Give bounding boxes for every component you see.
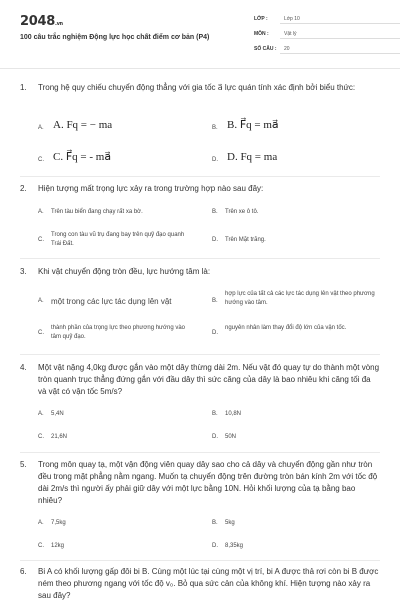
question-divider: [20, 354, 380, 355]
question-4: [20, 362, 380, 398]
option-text: Trên xe ô tô.: [225, 209, 259, 215]
option-letter: A.: [38, 411, 44, 417]
option-letter: D.: [212, 543, 218, 549]
question-number: 3.: [20, 267, 27, 276]
question-divider: [20, 258, 380, 259]
question-6: [20, 566, 380, 600]
question-number: 5.: [20, 460, 27, 469]
meta-class-label: LỚP :: [254, 16, 268, 22]
option-text: nguyên nhân làm thay đổi độ lớn của vận tốc.: [225, 325, 347, 331]
option-text: 7,5kg: [51, 520, 66, 526]
meta-count-label: SỐ CÂU :: [254, 46, 277, 52]
document-title: 100 câu trắc nghiệm Động lực học chất điểm cơ bản (P4): [20, 34, 210, 41]
option-letter: A.: [38, 209, 44, 215]
option-text: Trên Mặt trăng.: [225, 237, 266, 243]
option-text: 8,35kg: [225, 543, 244, 549]
meta-subject-value: Vật lý: [284, 31, 297, 37]
question-number: 4.: [20, 363, 27, 372]
option-text: C. F⃗q = - ma⃗: [53, 151, 112, 163]
option-letter: C.: [38, 330, 44, 336]
option-text: thành phần của trọng lực theo phương hướng vào tâm quỹ đạo.: [51, 325, 186, 340]
question-divider: [20, 176, 380, 177]
question-text: Khi vật chuyển động tròn đều, lực hướng tâm là:: [38, 267, 211, 276]
option-text: 5,4N: [51, 411, 64, 417]
option-text: Trên tàu biển đang chạy rất xa bờ.: [51, 209, 143, 215]
option-text: B. F⃗q = ma⃗: [227, 119, 279, 131]
option-letter: B.: [212, 209, 218, 215]
question-2: [20, 183, 380, 195]
question-number: 6.: [20, 567, 27, 576]
option-text: 12kg: [51, 543, 65, 549]
option-text: hợp lực của tất cả các lực tác dụng lên vật theo phương hướng vào tâm.: [225, 291, 375, 306]
meta-class-value: Lớp 10: [284, 16, 300, 22]
option-letter: A.: [38, 520, 44, 526]
question-text: Bi A có khối lượng gấp đôi bi B. Cùng một lúc tại cùng một vị trí, bi A được thả rơi còn bi B được ném theo phương ngang với tốc độ v₀. Bỏ qua sức cản của không khí. Hiện tượng nào xảy ra sau đây?: [38, 567, 379, 600]
question-number: 1.: [20, 83, 27, 92]
question-divider: [20, 452, 380, 453]
option-letter: D.: [212, 330, 218, 336]
meta-underline: [280, 53, 400, 54]
question-number: 2.: [20, 184, 27, 193]
option-text: 10,8N: [225, 411, 242, 417]
option-text: 50N: [225, 434, 237, 440]
option-text: Trong con tàu vũ trụ đang bay trên quỹ đạo quanh Trái Đất.: [51, 232, 185, 247]
option-letter: B.: [212, 298, 218, 304]
meta-count-value: 20: [284, 46, 290, 52]
option-text: A. Fq = − ma: [53, 119, 113, 131]
option-letter: D.: [212, 157, 218, 163]
option-letter: B.: [212, 411, 218, 417]
question-1: [20, 82, 380, 106]
site-logo[interactable]: 2048.vn: [20, 14, 63, 29]
meta-underline: [280, 23, 400, 24]
option-letter: B.: [212, 125, 218, 131]
option-text: một trong các lực tác dụng lên vật: [51, 297, 172, 306]
option-text: D. Fq = ma: [227, 151, 278, 163]
option-letter: C.: [38, 237, 44, 243]
question-text: Một vật nặng 4,0kg được gắn vào một dây thừng dài 2m. Nếu vật đó quay tự do thành một vòng tròn quanh trục thẳng đứng gắn với đầu dây thì sức căng của dây là bao nhiêu khi căng tối đa và vật có vận tốc 5m/s?: [38, 363, 380, 396]
meta-underline: [280, 38, 400, 39]
option-letter: C.: [38, 157, 44, 163]
meta-subject-label: MÔN :: [254, 31, 269, 37]
option-letter: C.: [38, 543, 44, 549]
option-letter: B.: [212, 520, 218, 526]
question-text: Trong hệ quy chiếu chuyển động thẳng với gia tốc a⃗ lực quán tính xác định bởi biểu thức:: [38, 83, 356, 92]
option-text: 21,6N: [51, 434, 68, 440]
question-5: [20, 459, 380, 507]
question-3: [20, 266, 380, 278]
option-text: 5kg: [225, 520, 235, 526]
option-letter: D.: [212, 237, 218, 243]
option-letter: A.: [38, 125, 44, 131]
option-letter: C.: [38, 434, 44, 440]
option-letter: A.: [38, 298, 44, 304]
question-text: Trong môn quay tạ, một vận động viên quay dây sao cho cả dây và chuyển động gần như tròn đều trong mặt phẳng nằm ngang. Muốn tạ chuyển động trên đường tròn bán kính 2m với tốc độ dài 2m/s thì người ấy phải giữ dây với một lực bằng 10N. Hỏi khối lượng của tạ bằng bao nhiêu?: [38, 460, 378, 505]
header-divider: [0, 68, 400, 69]
question-text: Hiện tượng mất trọng lực xảy ra trong trường hợp nào sau đây:: [38, 184, 264, 193]
question-divider: [20, 560, 380, 561]
document-header: [0, 0, 400, 64]
option-letter: D.: [212, 434, 218, 440]
